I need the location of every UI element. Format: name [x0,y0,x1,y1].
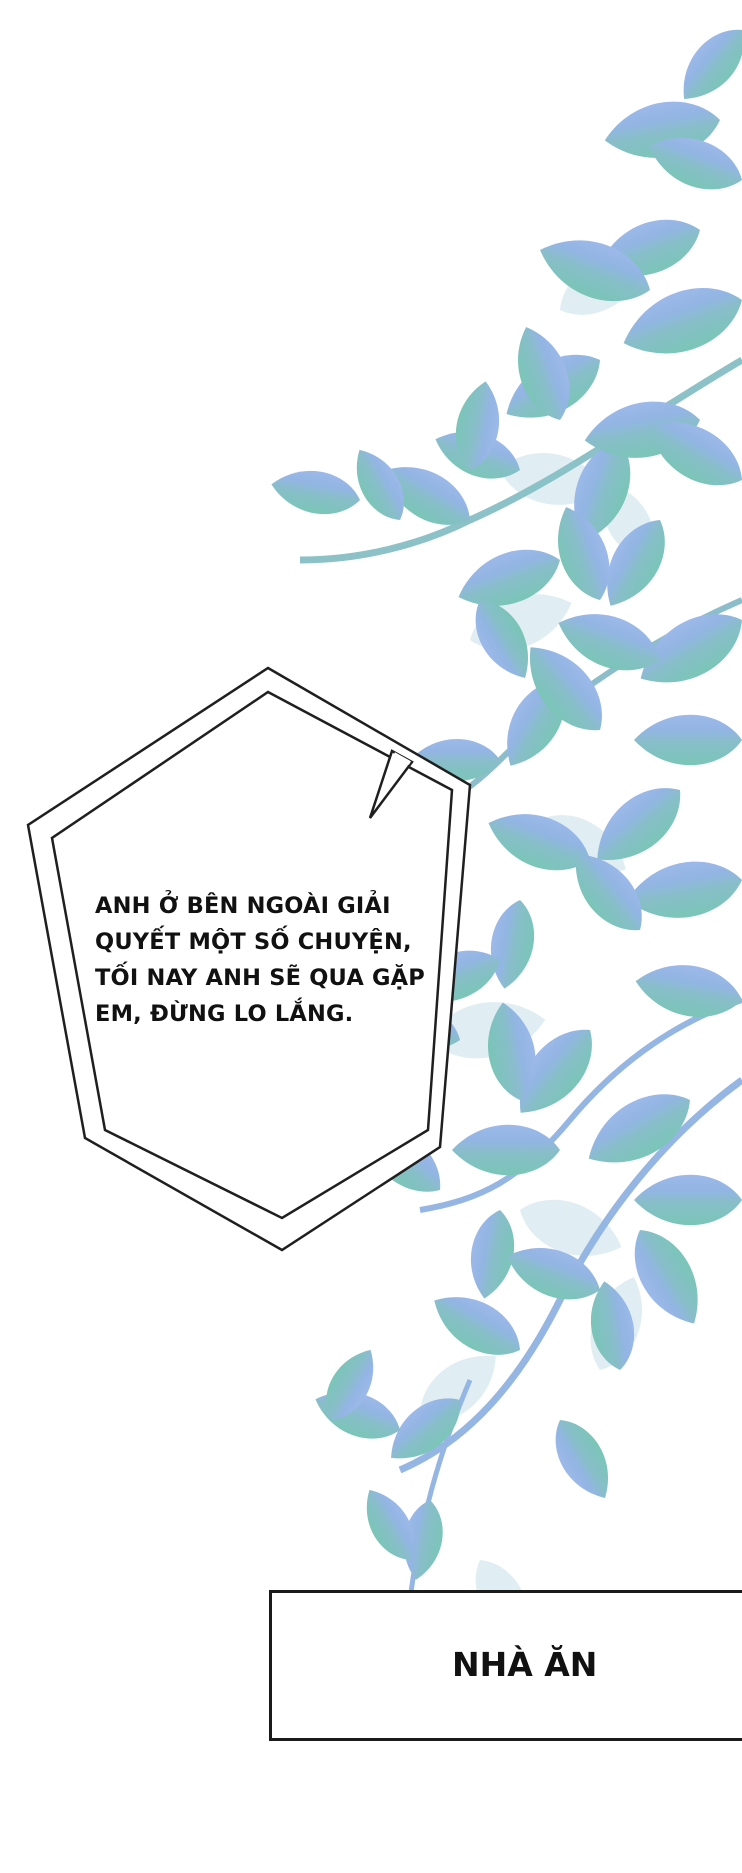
speech-bubble-text [95,888,455,1032]
speech-line-4: EM, ĐỪNG LO LẮNG. [95,1001,354,1027]
location-caption-text: NHÀ ĂN [452,1645,598,1684]
location-caption-box [269,1590,742,1741]
speech-line-3: TỐI NAY ANH SẼ QUA GẶP [95,965,425,991]
speech-line-2: QUYẾT MỘT SỐ CHUYỆN, [95,929,412,955]
speech-line-1: ANH Ở BÊN NGOÀI GIẢI [95,893,391,919]
